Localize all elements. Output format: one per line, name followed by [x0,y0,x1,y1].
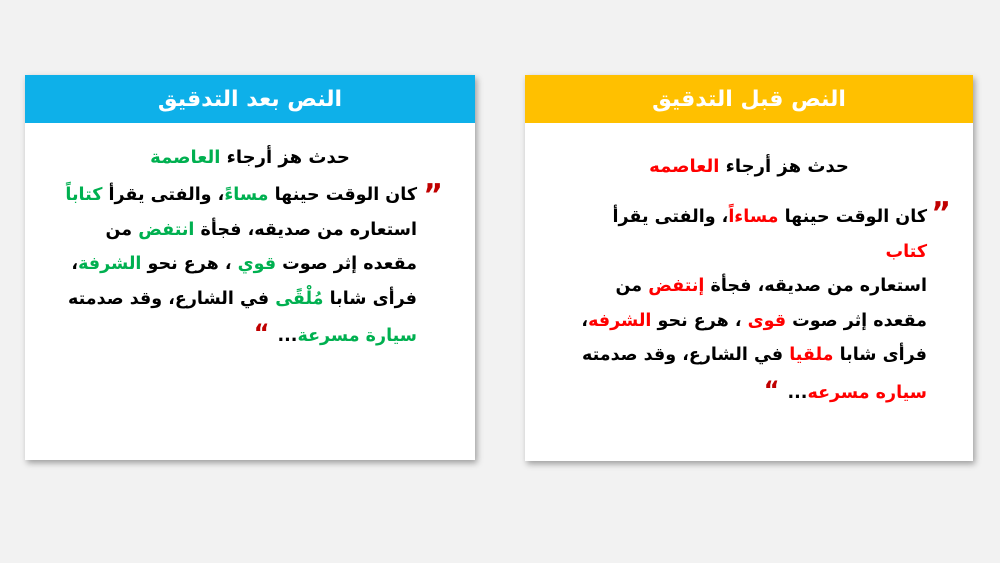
before-text-segment: مقعده إثر صوت [786,310,927,331]
before-highlighted-word: كتاب [885,241,927,262]
before-closing-quote-mark: “ [763,375,780,404]
after-text-line [65,213,417,248]
after-text-line [65,316,417,354]
after-proofreading-body [25,123,475,354]
before-text-segment: ، والفتى يقرأ [612,207,729,227]
after-text-line [65,247,417,282]
after-proofreading-card [25,75,475,460]
before-opening-quote-mark: ” [931,196,951,231]
after-text-segment: ، [71,254,79,274]
before-text-line [565,338,927,373]
before-text-segment: فرأى شابا [833,345,927,365]
before-highlighted-word: مساءاً [728,207,779,227]
before-highlighted-word: الشرفه [588,310,652,331]
before-header-label: النص قبل التدقيق [652,86,846,112]
after-highlighted-word: مُلْقًى [275,288,324,309]
after-highlighted-word: الشرفة [78,254,142,274]
after-text-line [65,282,417,317]
before-highlighted-word: قوى [747,310,787,331]
before-text-segment: كان الوقت حينها [778,207,927,227]
before-text-line [565,200,927,269]
before-text-line [565,269,927,304]
before-highlighted-word: سياره مسرعه [807,382,927,403]
after-paragraph [25,178,475,354]
before-text-title: حدث هز أرجاء العاصمه [649,156,849,177]
after-text-segment: ، والفتى يقرأ [102,185,225,205]
before-text-segment: ، هرع نحو [651,310,748,331]
after-text-title: حدث هز أرجاء العاصمة [150,147,350,168]
before-paragraph [525,196,973,410]
after-highlighted-word: سيارة مسرعة [297,326,417,346]
after-header-label: النص بعد التدقيق [157,86,343,112]
after-proofreading-header [25,75,475,123]
before-text-segment: استعاره من صديقه، فجأة [704,276,927,296]
before-proofreading-body [525,123,973,410]
after-closing-quote-mark: “ [253,319,270,347]
before-proofreading-header [525,75,973,123]
before-text-line [565,373,927,411]
before-highlighted-word: إنتفض [648,276,705,296]
after-text-segment: من [105,219,139,240]
before-proofreading-card [525,75,973,461]
after-text-segment: استعاره من صديقه، فجأة [194,219,417,240]
after-text-segment: كان الوقت حينها [268,185,417,205]
before-text-segment: ، [581,310,589,331]
after-text-segment: ، هرع نحو [141,254,238,274]
after-highlighted-word: كتاباً [65,185,103,205]
after-text-segment: مقعده إثر صوت [276,254,417,274]
before-text-segment: من [615,276,649,296]
after-opening-quote-mark: ” [423,178,443,213]
after-title-highlight: العاصمة [150,147,221,168]
after-text-segment: فرأى شابا [323,288,417,309]
after-text-segment: ... [277,326,298,346]
before-text-segment: ... [787,382,808,403]
before-text-line [565,304,927,339]
after-highlighted-word: انتفض [138,219,195,240]
after-text-line [65,178,417,213]
before-text-segment: في الشارع، وقد صدمته [581,345,790,365]
after-text-segment: في الشارع، وقد صدمته [68,288,276,309]
after-highlighted-word: مساءً [224,185,269,205]
before-title-highlight: العاصمه [649,156,720,177]
after-highlighted-word: قوي [237,254,277,274]
before-highlighted-word: ملقيا [789,345,834,365]
